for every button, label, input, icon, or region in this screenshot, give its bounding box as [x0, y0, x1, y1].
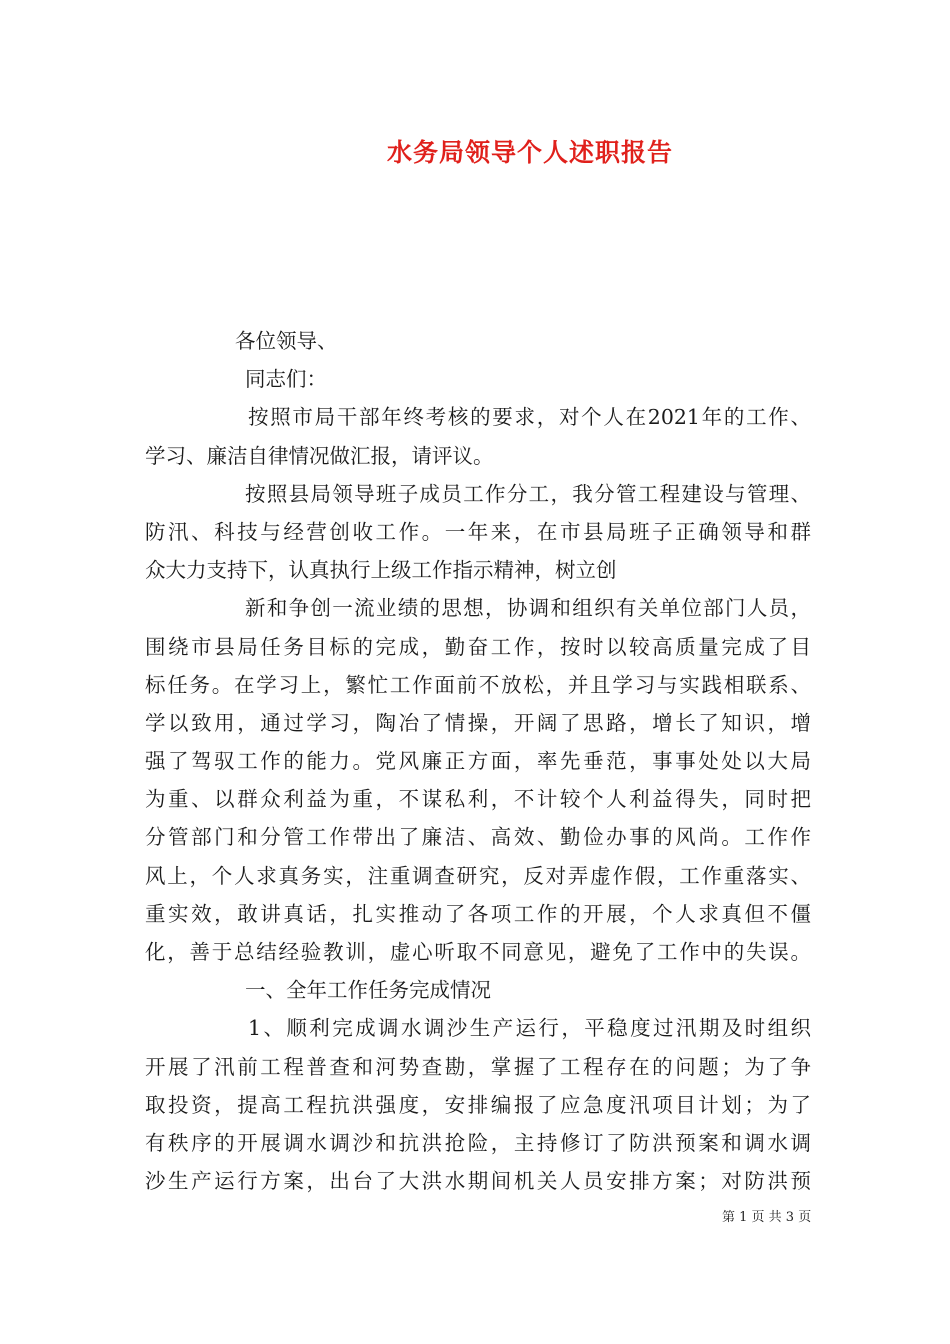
paragraph-line: 众大力支持下，认真执行上级工作指示精神，树立创	[145, 558, 617, 583]
paragraph-line: 沙生产运行方案，出台了大洪水期间机关人员安排方案；对防洪预	[145, 1169, 811, 1194]
paragraph-line: 1、顺利完成调水调沙生产运行，平稳度过汛期及时组织	[248, 1016, 811, 1041]
paragraph-line: 强了驾驭工作的能力。党风廉正方面，率先垂范，事事处处以大局	[145, 749, 811, 774]
paragraph-line: 重实效，敢讲真话，扎实推动了各项工作的开展，个人求真但不僵	[145, 901, 811, 926]
paragraph-line: 围绕市县局任务目标的完成，勤奋工作，按时以较高质量完成了目	[145, 634, 811, 659]
salutation-line: 各位领导、	[235, 329, 338, 353]
salutation-line: 同志们：	[245, 367, 327, 392]
paragraph-line: 新和争创一流业绩的思想，协调和组织有关单位部门人员，	[245, 596, 811, 621]
paragraph-line: 化，善于总结经验教训，虚心听取不同意见，避免了工作中的失误。	[145, 940, 811, 964]
paragraph-line: 按照县局领导班子成员工作分工，我分管工程建设与管理、	[245, 481, 811, 506]
paragraph-line: 防汛、科技与经营创收工作。一年来，在市县局班子正确领导和群	[145, 519, 811, 544]
paragraph-line: 学习、廉洁自律情况做汇报，请评议。	[145, 443, 494, 468]
paragraph-line: 取投资，提高工程抗洪强度，安排编报了应急度汛项目计划；为了	[145, 1092, 811, 1117]
document-body	[145, 322, 811, 1200]
section-heading: 一、全年工作任务完成情况	[245, 978, 491, 1003]
paragraph-line: 按照市局干部年终考核的要求，对个人在2021年的工作、	[248, 405, 811, 430]
paragraph-line: 为重、以群众利益为重，不谋私利，不计较个人利益得失，同时把	[145, 787, 811, 812]
paragraph-line: 学以致用，通过学习，陶冶了情操，开阔了思路，增长了知识，增	[145, 710, 811, 735]
paragraph-line: 有秩序的开展调水调沙和抗洪抢险，主持修订了防洪预案和调水调	[145, 1130, 811, 1155]
paragraph-line: 开展了汛前工程普查和河势查勘，掌握了工程存在的问题；为了争	[145, 1054, 811, 1079]
page-number: 第 1 页 共 3 页	[722, 1210, 812, 1225]
paragraph-line: 标任务。在学习上，繁忙工作面前不放松，并且学习与实践相联系、	[145, 672, 811, 697]
paragraph-line: 分管部门和分管工作带出了廉洁、高效、勤俭办事的风尚。工作作	[145, 825, 811, 850]
document-title: 水务局领导个人述职报告	[386, 138, 673, 167]
paragraph-line: 风上，个人求真务实，注重调查研究，反对弄虚作假，工作重落实、	[145, 863, 811, 888]
